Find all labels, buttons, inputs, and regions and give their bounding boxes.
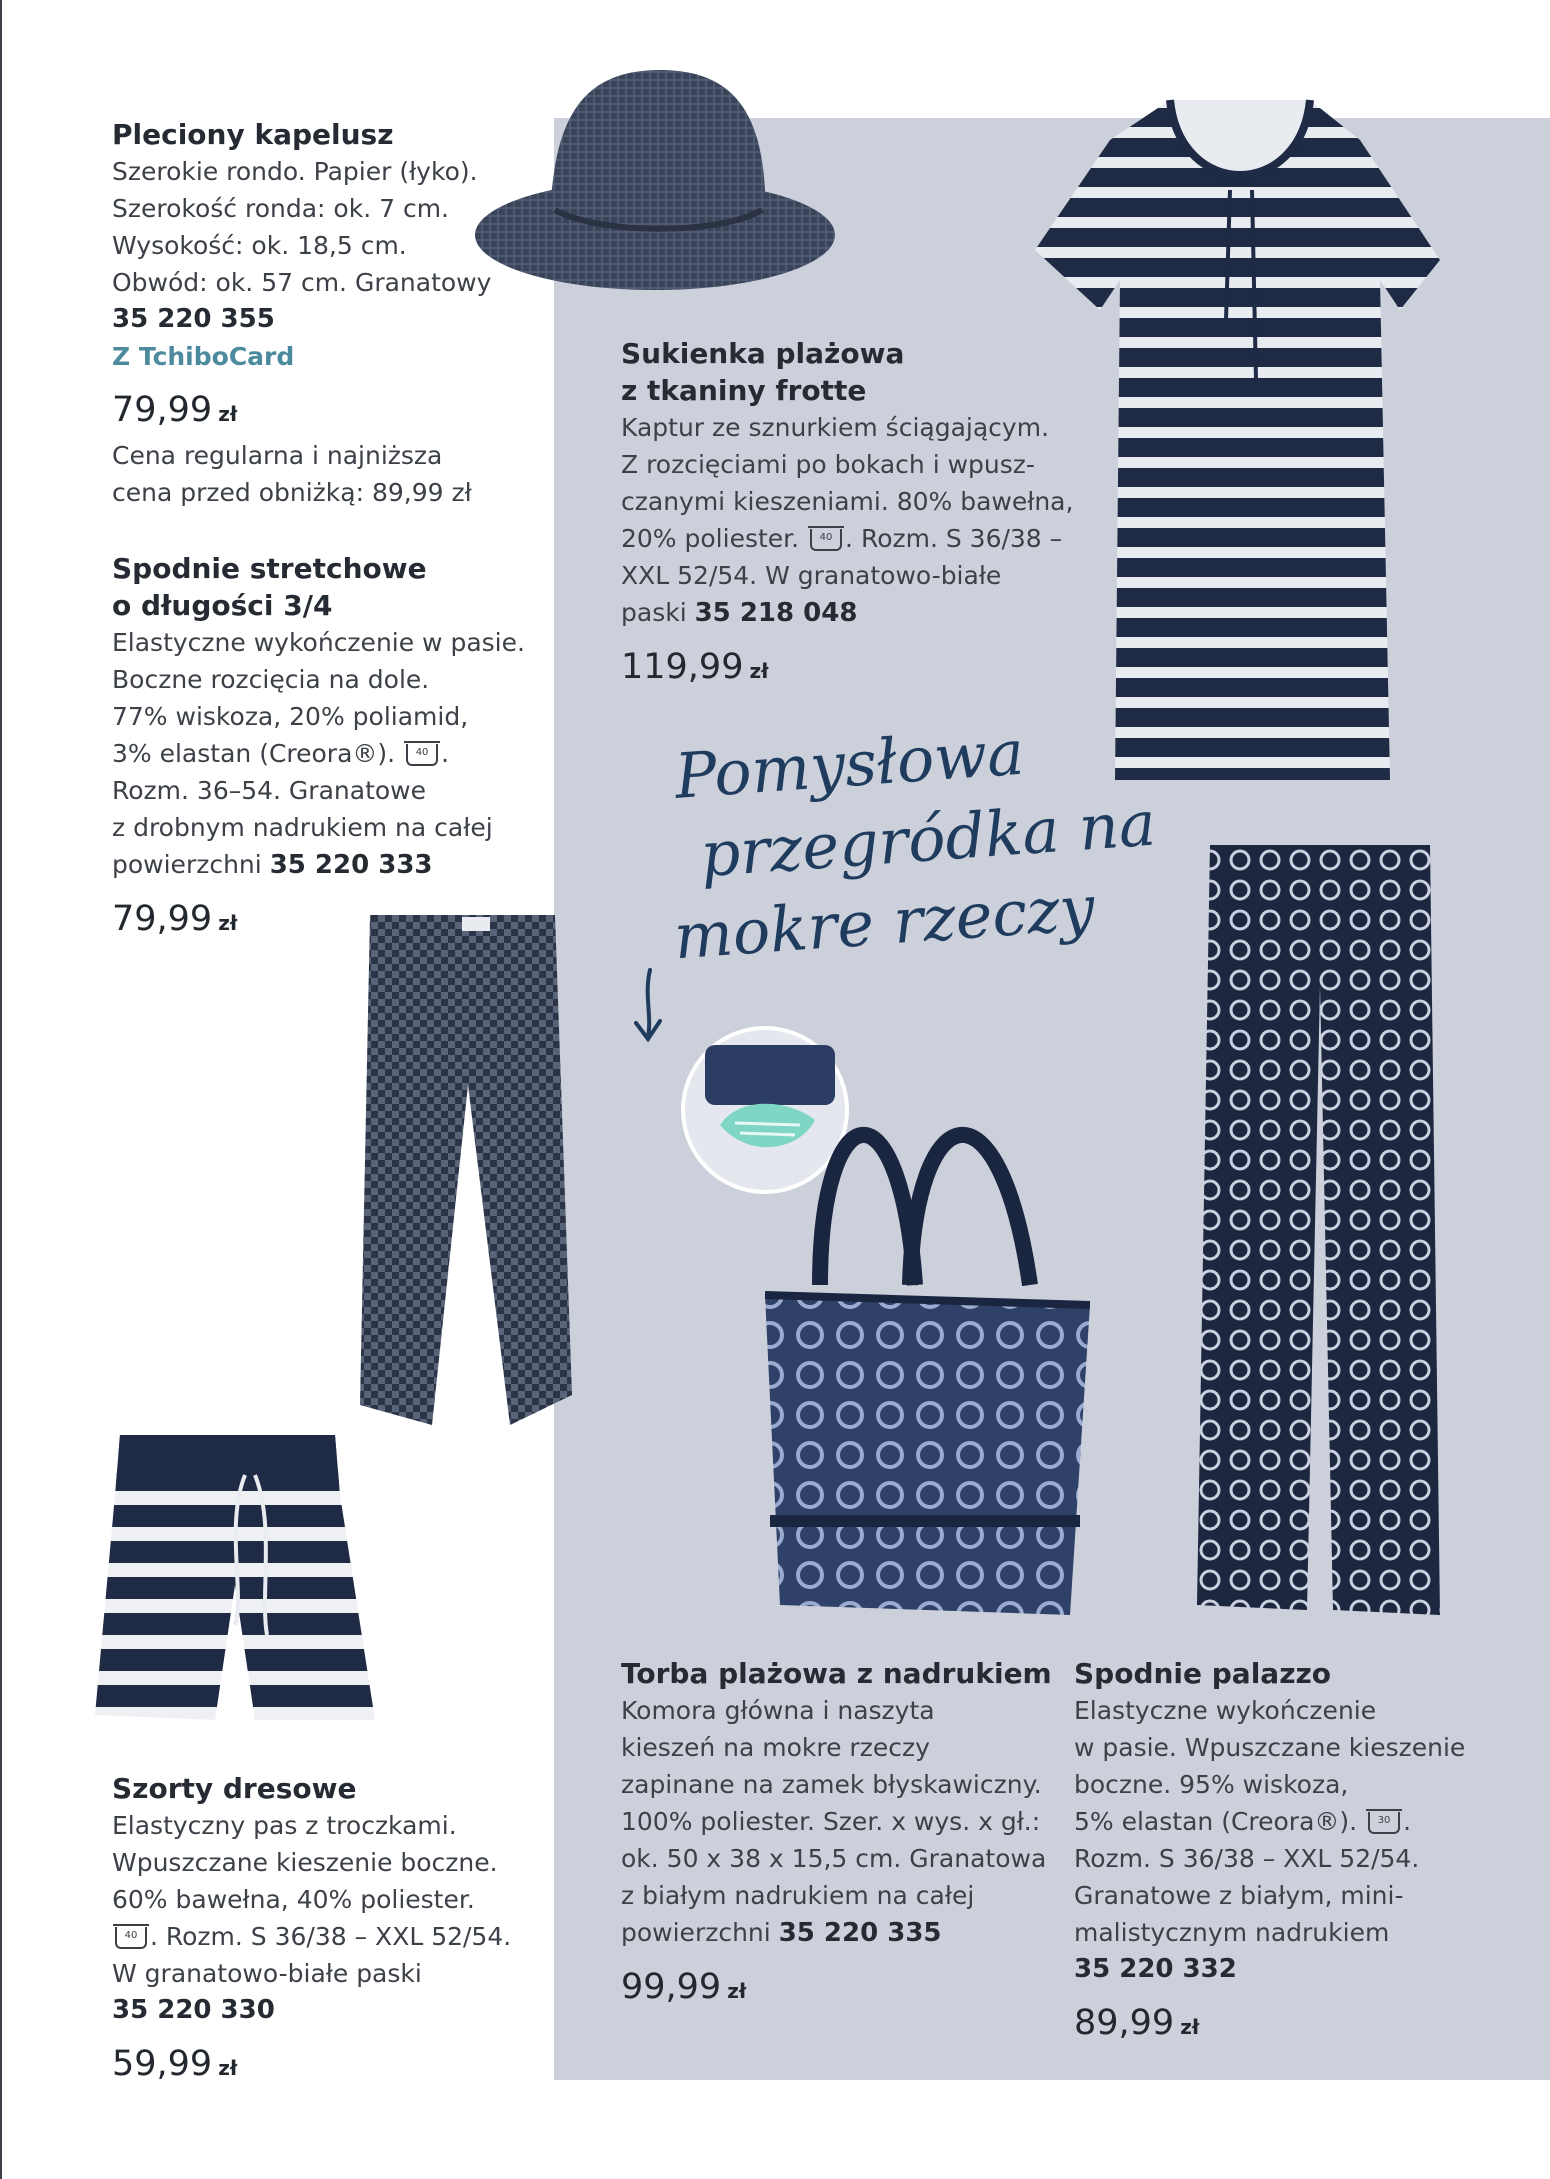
- hat-product-info: [112, 116, 491, 511]
- dress-image: [1030, 80, 1450, 800]
- wash-30-icon: 30: [1368, 1812, 1400, 1834]
- wash-40-icon: 40: [115, 1927, 147, 1949]
- bag-product-info: [621, 1655, 1052, 2014]
- headline-line-1: Pomysłowa: [672, 715, 1027, 813]
- hat-desc-line: Obwód: ok. 57 cm. Granatowy: [112, 268, 492, 297]
- currency: zł: [1180, 2015, 1200, 2039]
- bag-desc-line: [621, 1914, 1052, 1952]
- dress-desc-line: Kaptur ze sznurkiem ściągającym.: [621, 413, 1050, 442]
- bag-desc-line: kieszeń na mokre rzeczy: [621, 1733, 930, 1762]
- capri-desc-line: 77% wiskoza, 20% poliamid,: [112, 702, 469, 731]
- dress-desc-line: [621, 520, 1073, 557]
- bag-desc-line: Komora główna i naszyta: [621, 1696, 935, 1725]
- text: .: [1403, 1807, 1412, 1836]
- capri-desc-line: Boczne rozcięcia na dole.: [112, 665, 430, 694]
- capri-price: [112, 896, 525, 946]
- capri-desc-line: z drobnym nadrukiem na całej: [112, 813, 493, 842]
- capri-desc-line: Elastyczne wykończenie w pasie.: [112, 628, 525, 657]
- palazzo-desc-line: Elastyczne wykończenie: [1074, 1696, 1377, 1725]
- capri-title: Spodnie stretchowe: [112, 552, 427, 585]
- capri-desc-line: Rozm. 36–54. Granatowe: [112, 776, 426, 805]
- shorts-desc-line: Elastyczny pas z troczkami.: [112, 1811, 457, 1840]
- text: powierzchni: [112, 850, 262, 879]
- palazzo-desc-line: w pasie. Wpuszczane kieszenie: [1074, 1733, 1466, 1762]
- hat-image: [470, 60, 850, 310]
- price-value: 119,99: [621, 647, 744, 687]
- price-value: 89,99: [1074, 2003, 1175, 2043]
- palazzo-desc-line: Granatowe z białym, mini-: [1074, 1881, 1404, 1910]
- text: powierzchni: [621, 1918, 771, 1947]
- bag-desc-line: ok. 50 x 38 x 15,5 cm. Granatowa: [621, 1844, 1047, 1873]
- currency: zł: [727, 1979, 747, 2003]
- palazzo-desc-line: Rozm. S 36/38 – XXL 52/54.: [1074, 1844, 1420, 1873]
- palazzo-desc-line: boczne. 95% wiskoza,: [1074, 1770, 1349, 1799]
- shorts-desc-line: W granatowo-białe paski: [112, 1959, 422, 1988]
- capri-desc-line: [112, 735, 525, 772]
- dress-sku: 35 218 048: [694, 598, 858, 628]
- price-value: 59,99: [112, 2044, 213, 2084]
- capri-desc-line: [112, 846, 525, 884]
- wash-40-icon: 40: [406, 744, 438, 766]
- shorts-sku: 35 220 330: [112, 1995, 275, 2025]
- price-value: 79,99: [112, 390, 213, 430]
- left-page-rule: [0, 0, 2, 2179]
- hat-title: Pleciony kapelusz: [112, 118, 394, 151]
- bag-desc-line: z białym nadrukiem na całej: [621, 1881, 975, 1910]
- beach-bag-image: [750, 1075, 1130, 1625]
- arrow-down-icon: [630, 965, 670, 1045]
- dress-title: z tkaniny frotte: [621, 374, 867, 407]
- shorts-price: [112, 2041, 511, 2091]
- text: . Rozm. S 36/38 –: [845, 524, 1063, 553]
- shorts-desc-line: [112, 1918, 511, 1955]
- bag-sku: 35 220 335: [778, 1918, 942, 1948]
- capri-sku: 35 220 333: [269, 850, 433, 880]
- palazzo-sku: 35 220 332: [1074, 1954, 1237, 1984]
- price-value: 79,99: [112, 899, 213, 939]
- headline-line-2: przegródka na: [697, 786, 1159, 892]
- text: 5% elastan (Creora®).: [1074, 1807, 1358, 1836]
- dress-desc-line: czanymi kieszeniami. 80% bawełna,: [621, 487, 1074, 516]
- hat-tchibocard-note: Z TchiboCard: [112, 342, 295, 371]
- palazzo-desc-line: [1074, 1803, 1465, 1840]
- palazzo-desc-line: malistycznym nadrukiem: [1074, 1918, 1390, 1947]
- hat-desc-line: Szerokie rondo. Papier (łyko).: [112, 157, 478, 186]
- price-value: 99,99: [621, 1967, 722, 2007]
- text: .: [441, 739, 450, 768]
- currency: zł: [218, 402, 238, 426]
- hat-price: [112, 387, 491, 437]
- dress-desc-line: [621, 594, 1073, 632]
- shorts-desc-line: Wpuszczane kieszenie boczne.: [112, 1848, 498, 1877]
- headline-line-3: mokre rzeczy: [671, 871, 1097, 974]
- text: 20% poliester.: [621, 524, 800, 553]
- dress-desc-line: XXL 52/54. W granatowo-białe: [621, 561, 1002, 590]
- shorts-product-info: [112, 1770, 511, 2091]
- wash-40-icon: 40: [810, 529, 842, 551]
- hat-regular-price-note: cena przed obniżką: 89,99 zł: [112, 478, 472, 507]
- dress-desc-line: Z rozcięciami po bokach i wpusz-: [621, 450, 1035, 479]
- palazzo-pants-image: [1195, 845, 1445, 1615]
- capri-pants-image: [350, 915, 580, 1435]
- hat-regular-price-note: Cena regularna i najniższa: [112, 441, 443, 470]
- bag-desc-line: 100% poliester. Szer. x wys. x gł.:: [621, 1807, 1041, 1836]
- hat-desc-line: Wysokość: ok. 18,5 cm.: [112, 231, 407, 260]
- text: . Rozm. S 36/38 – XXL 52/54.: [150, 1922, 512, 1951]
- palazzo-title: Spodnie palazzo: [1074, 1657, 1332, 1690]
- headline-script: [672, 704, 1168, 977]
- currency: zł: [218, 911, 238, 935]
- dress-title: Sukienka plażowa: [621, 337, 905, 370]
- currency: zł: [218, 2056, 238, 2080]
- palazzo-product-info: [1074, 1655, 1465, 2050]
- capri-title: o długości 3/4: [112, 589, 333, 622]
- shorts-desc-line: 60% bawełna, 40% poliester.: [112, 1885, 475, 1914]
- shorts-image: [95, 1435, 385, 1725]
- text: paski: [621, 598, 687, 627]
- text: 3% elastan (Creora®).: [112, 739, 396, 768]
- currency: zł: [749, 659, 769, 683]
- shorts-title: Szorty dresowe: [112, 1772, 357, 1805]
- palazzo-price: [1074, 2000, 1465, 2050]
- bag-title: Torba plażowa z nadrukiem: [621, 1657, 1052, 1690]
- bag-price: [621, 1964, 1052, 2014]
- dress-product-info: [621, 335, 1073, 694]
- dress-price: [621, 644, 1073, 694]
- bag-desc-line: zapinane na zamek błyskawiczny.: [621, 1770, 1042, 1799]
- capri-product-info: [112, 550, 525, 946]
- hat-desc-line: Szerokość ronda: ok. 7 cm.: [112, 194, 449, 223]
- hat-sku: 35 220 355: [112, 304, 275, 334]
